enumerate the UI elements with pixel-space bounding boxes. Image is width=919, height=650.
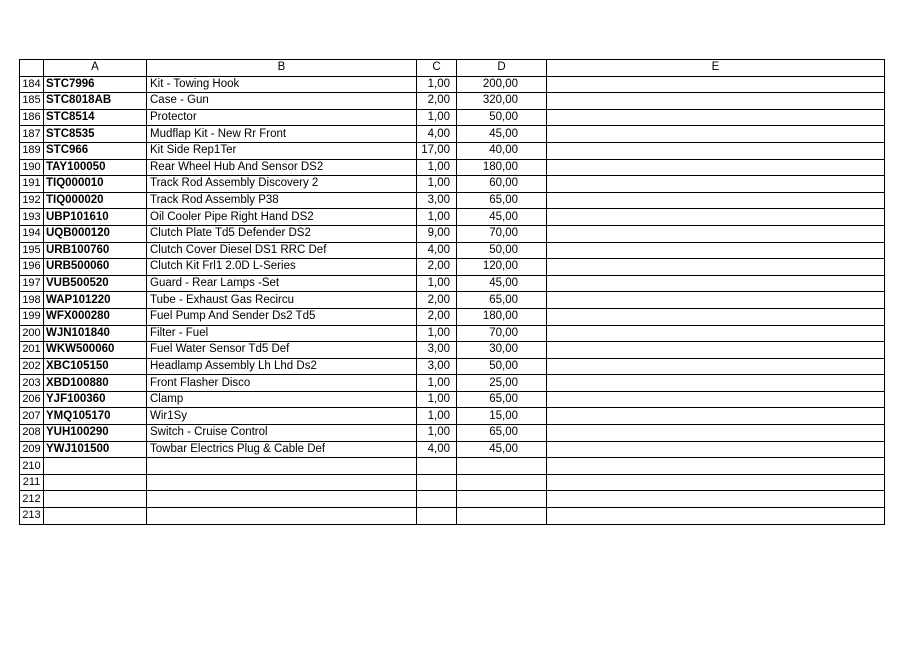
quantity-cell: 1,00	[417, 325, 457, 342]
quantity-cell	[417, 474, 457, 491]
notes-cell	[547, 126, 885, 143]
quantity-cell: 1,00	[417, 408, 457, 425]
table-row	[20, 275, 885, 292]
description-cell: Headlamp Assembly Lh Lhd Ds2	[147, 358, 417, 375]
quantity-cell	[417, 491, 457, 508]
table-row	[20, 375, 885, 392]
description-cell: Clamp	[147, 391, 417, 408]
price-cell: 45,00	[457, 441, 547, 458]
price-cell: 65,00	[457, 292, 547, 309]
notes-cell	[547, 342, 885, 359]
row-number: 209	[20, 441, 44, 458]
table-row	[20, 109, 885, 126]
row-number: 192	[20, 192, 44, 209]
row-number: 211	[20, 474, 44, 491]
quantity-cell: 1,00	[417, 76, 457, 93]
part-number-cell: WJN101840	[44, 325, 147, 342]
price-cell	[457, 508, 547, 525]
part-number-cell	[44, 474, 147, 491]
table-row	[20, 391, 885, 408]
row-number: 189	[20, 142, 44, 159]
part-number-cell: STC8535	[44, 126, 147, 143]
notes-cell	[547, 408, 885, 425]
table-row	[20, 192, 885, 209]
table-row	[20, 308, 885, 325]
table-row	[20, 176, 885, 193]
description-cell: Switch - Cruise Control	[147, 425, 417, 442]
part-number-cell: YWJ101500	[44, 441, 147, 458]
table-row	[20, 358, 885, 375]
description-cell: Rear Wheel Hub And Sensor DS2	[147, 159, 417, 176]
notes-cell	[547, 142, 885, 159]
price-cell	[457, 491, 547, 508]
part-number-cell: STC966	[44, 142, 147, 159]
notes-cell	[547, 308, 885, 325]
notes-cell	[547, 458, 885, 475]
quantity-cell: 3,00	[417, 358, 457, 375]
part-number-cell: YJF100360	[44, 391, 147, 408]
table-row	[20, 508, 885, 525]
table-row	[20, 342, 885, 359]
description-cell: Track Rod Assembly Discovery 2	[147, 176, 417, 193]
table-row	[20, 209, 885, 226]
part-number-cell: TIQ000010	[44, 176, 147, 193]
row-number: 185	[20, 93, 44, 110]
price-cell: 65,00	[457, 391, 547, 408]
notes-cell	[547, 425, 885, 442]
column-header-a: A	[44, 60, 147, 77]
notes-cell	[547, 508, 885, 525]
row-number: 197	[20, 275, 44, 292]
quantity-cell	[417, 508, 457, 525]
description-cell	[147, 491, 417, 508]
notes-cell	[547, 275, 885, 292]
row-number: 191	[20, 176, 44, 193]
description-cell: Guard - Rear Lamps -Set	[147, 275, 417, 292]
description-cell: Towbar Electrics Plug & Cable Def	[147, 441, 417, 458]
part-number-cell: TIQ000020	[44, 192, 147, 209]
table-row	[20, 458, 885, 475]
price-cell: 70,00	[457, 325, 547, 342]
part-number-cell: STC7996	[44, 76, 147, 93]
quantity-cell: 2,00	[417, 308, 457, 325]
quantity-cell: 1,00	[417, 159, 457, 176]
quantity-cell: 2,00	[417, 292, 457, 309]
row-number: 203	[20, 375, 44, 392]
notes-cell	[547, 93, 885, 110]
description-cell: Case - Gun	[147, 93, 417, 110]
column-header-e: E	[547, 60, 885, 77]
part-number-cell: URB500060	[44, 259, 147, 276]
table-row	[20, 93, 885, 110]
price-cell: 15,00	[457, 408, 547, 425]
notes-cell	[547, 76, 885, 93]
notes-cell	[547, 474, 885, 491]
row-number: 208	[20, 425, 44, 442]
row-number: 190	[20, 159, 44, 176]
row-number: 186	[20, 109, 44, 126]
table-row	[20, 225, 885, 242]
notes-cell	[547, 358, 885, 375]
price-cell: 180,00	[457, 159, 547, 176]
notes-cell	[547, 176, 885, 193]
price-cell	[457, 458, 547, 475]
row-number: 201	[20, 342, 44, 359]
table-row	[20, 142, 885, 159]
table-row	[20, 325, 885, 342]
description-cell: Protector	[147, 109, 417, 126]
quantity-cell: 1,00	[417, 391, 457, 408]
table-row	[20, 491, 885, 508]
part-number-cell: URB100760	[44, 242, 147, 259]
price-cell: 120,00	[457, 259, 547, 276]
part-number-cell: UQB000120	[44, 225, 147, 242]
quantity-cell: 3,00	[417, 342, 457, 359]
description-cell	[147, 508, 417, 525]
table-row	[20, 292, 885, 309]
part-number-cell: XBC105150	[44, 358, 147, 375]
quantity-cell: 4,00	[417, 126, 457, 143]
price-cell: 50,00	[457, 242, 547, 259]
description-cell: Clutch Kit Frl1 2.0D L-Series	[147, 259, 417, 276]
quantity-cell: 1,00	[417, 176, 457, 193]
column-header-row	[20, 60, 885, 77]
notes-cell	[547, 259, 885, 276]
description-cell: Wir1Sy	[147, 408, 417, 425]
notes-cell	[547, 325, 885, 342]
description-cell: Fuel Pump And Sender Ds2 Td5	[147, 308, 417, 325]
quantity-cell: 1,00	[417, 209, 457, 226]
price-cell: 60,00	[457, 176, 547, 193]
part-number-cell	[44, 458, 147, 475]
part-number-cell: YMQ105170	[44, 408, 147, 425]
description-cell: Clutch Cover Diesel DS1 RRC Def	[147, 242, 417, 259]
row-number: 194	[20, 225, 44, 242]
price-cell: 45,00	[457, 126, 547, 143]
part-number-cell: YUH100290	[44, 425, 147, 442]
price-cell: 40,00	[457, 142, 547, 159]
quantity-cell: 3,00	[417, 192, 457, 209]
table-row	[20, 159, 885, 176]
row-number: 187	[20, 126, 44, 143]
table-row	[20, 474, 885, 491]
notes-cell	[547, 242, 885, 259]
row-number: 200	[20, 325, 44, 342]
price-cell: 45,00	[457, 275, 547, 292]
row-number: 202	[20, 358, 44, 375]
price-cell: 50,00	[457, 358, 547, 375]
row-number: 199	[20, 308, 44, 325]
row-number: 196	[20, 259, 44, 276]
price-cell: 25,00	[457, 375, 547, 392]
part-number-cell: WFX000280	[44, 308, 147, 325]
part-number-cell: UBP101610	[44, 209, 147, 226]
price-cell: 70,00	[457, 225, 547, 242]
row-number: 193	[20, 209, 44, 226]
part-number-cell: WAP101220	[44, 292, 147, 309]
quantity-cell: 2,00	[417, 259, 457, 276]
price-cell: 320,00	[457, 93, 547, 110]
notes-cell	[547, 491, 885, 508]
quantity-cell: 2,00	[417, 93, 457, 110]
price-cell: 50,00	[457, 109, 547, 126]
part-number-cell	[44, 491, 147, 508]
spreadsheet-table	[19, 59, 885, 525]
notes-cell	[547, 441, 885, 458]
table-row	[20, 441, 885, 458]
description-cell	[147, 474, 417, 491]
quantity-cell: 1,00	[417, 275, 457, 292]
description-cell: Oil Cooler Pipe Right Hand DS2	[147, 209, 417, 226]
part-number-cell: TAY100050	[44, 159, 147, 176]
description-cell: Filter - Fuel	[147, 325, 417, 342]
description-cell: Kit - Towing Hook	[147, 76, 417, 93]
table-body	[20, 76, 885, 524]
price-cell: 45,00	[457, 209, 547, 226]
part-number-cell: XBD100880	[44, 375, 147, 392]
row-number: 198	[20, 292, 44, 309]
column-header-d: D	[457, 60, 547, 77]
quantity-cell: 4,00	[417, 242, 457, 259]
notes-cell	[547, 109, 885, 126]
quantity-cell: 1,00	[417, 375, 457, 392]
quantity-cell	[417, 458, 457, 475]
quantity-cell: 1,00	[417, 425, 457, 442]
notes-cell	[547, 192, 885, 209]
notes-cell	[547, 292, 885, 309]
description-cell: Front Flasher Disco	[147, 375, 417, 392]
quantity-cell: 1,00	[417, 109, 457, 126]
description-cell: Kit Side Rep1Ter	[147, 142, 417, 159]
price-cell	[457, 474, 547, 491]
description-cell: Tube - Exhaust Gas Recircu	[147, 292, 417, 309]
row-number: 212	[20, 491, 44, 508]
row-number: 213	[20, 508, 44, 525]
description-cell: Mudflap Kit - New Rr Front	[147, 126, 417, 143]
table-row	[20, 259, 885, 276]
quantity-cell: 9,00	[417, 225, 457, 242]
price-cell: 65,00	[457, 192, 547, 209]
corner-cell	[20, 60, 44, 77]
table-row	[20, 408, 885, 425]
row-number: 195	[20, 242, 44, 259]
notes-cell	[547, 391, 885, 408]
column-header-c: C	[417, 60, 457, 77]
notes-cell	[547, 375, 885, 392]
table-row	[20, 76, 885, 93]
row-number: 184	[20, 76, 44, 93]
quantity-cell: 4,00	[417, 441, 457, 458]
price-cell: 30,00	[457, 342, 547, 359]
description-cell: Fuel Water Sensor Td5 Def	[147, 342, 417, 359]
description-cell	[147, 458, 417, 475]
price-cell: 180,00	[457, 308, 547, 325]
column-header-b: B	[147, 60, 417, 77]
description-cell: Track Rod Assembly P38	[147, 192, 417, 209]
quantity-cell: 17,00	[417, 142, 457, 159]
table-row	[20, 126, 885, 143]
notes-cell	[547, 209, 885, 226]
description-cell: Clutch Plate Td5 Defender DS2	[147, 225, 417, 242]
notes-cell	[547, 159, 885, 176]
part-number-cell: VUB500520	[44, 275, 147, 292]
price-cell: 65,00	[457, 425, 547, 442]
table-row	[20, 425, 885, 442]
part-number-cell	[44, 508, 147, 525]
row-number: 210	[20, 458, 44, 475]
table-row	[20, 242, 885, 259]
notes-cell	[547, 225, 885, 242]
part-number-cell: STC8018AB	[44, 93, 147, 110]
part-number-cell: STC8514	[44, 109, 147, 126]
row-number: 206	[20, 391, 44, 408]
price-cell: 200,00	[457, 76, 547, 93]
row-number: 207	[20, 408, 44, 425]
part-number-cell: WKW500060	[44, 342, 147, 359]
